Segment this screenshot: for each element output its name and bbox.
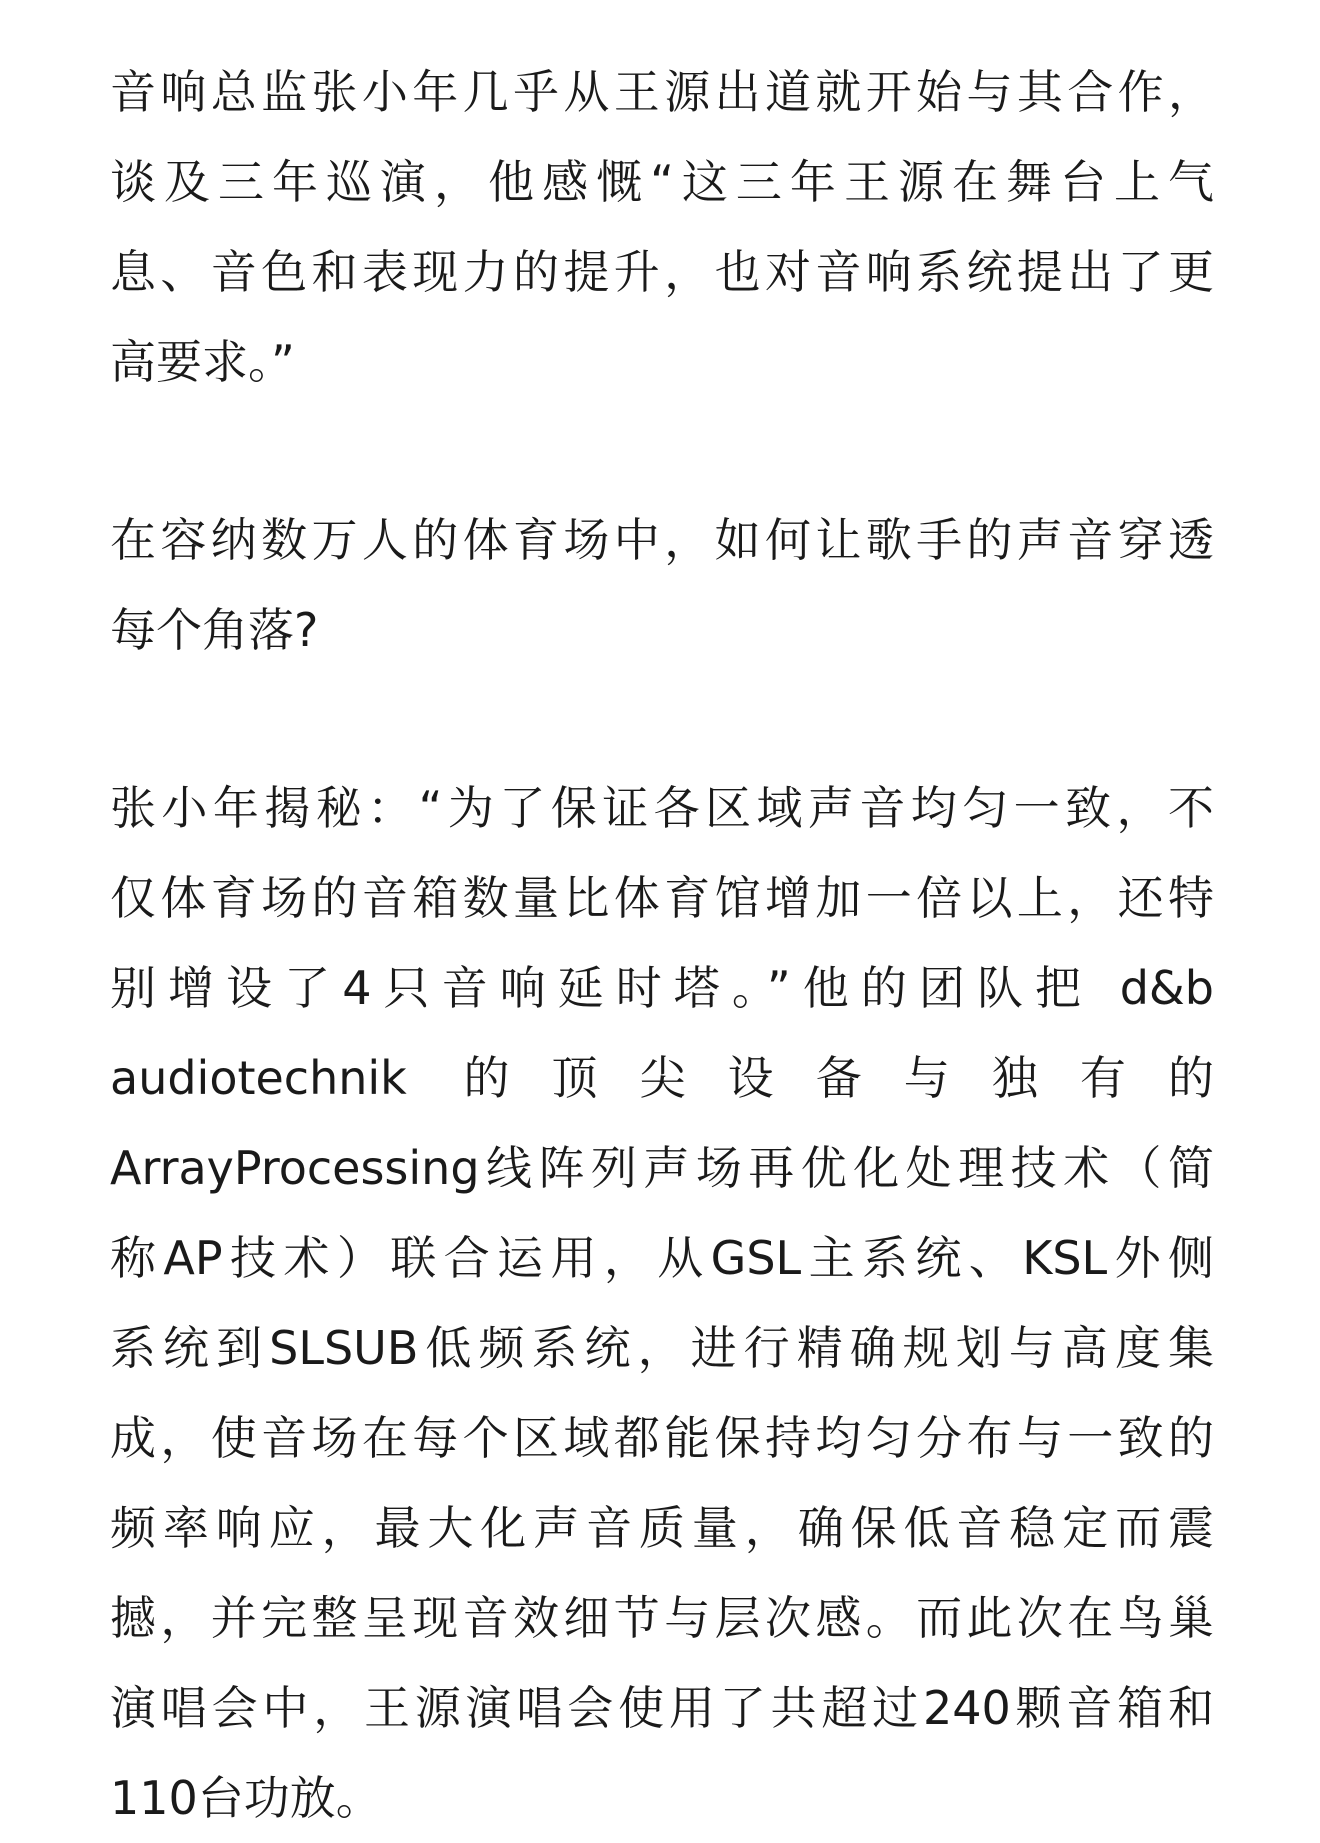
paragraph-sound-system-details xyxy=(110,763,1214,1843)
text-line: 演唱会中，王源演唱会使用了共超过240颗音箱和 xyxy=(110,1681,1214,1735)
text-line: audiotechnik 的顶尖设备与独有的 xyxy=(110,1051,1214,1105)
text-line: 频率响应，最大化声音质量，确保低音稳定而震 xyxy=(110,1501,1214,1555)
text-line: 高要求。” xyxy=(110,335,295,389)
text-line: 张小年揭秘：“为了保证各区域声音均匀一致，不 xyxy=(110,781,1214,835)
text-line: 110台功放。 xyxy=(110,1771,382,1825)
article-body xyxy=(110,47,1214,1843)
text-line: 别增设了4只音响延时塔。”他的团队把 d&b xyxy=(110,961,1214,1015)
text-line: 息、音色和表现力的提升，也对音响系统提出了更 xyxy=(110,245,1214,299)
text-line: 谈及三年巡演，他感慨“这三年王源在舞台上气 xyxy=(110,155,1214,209)
text-line: 每个角落? xyxy=(110,603,319,657)
text-line: 撼，并完整呈现音效细节与层次感。而此次在鸟巢 xyxy=(110,1591,1214,1645)
paragraph-sound-director-intro xyxy=(110,47,1214,407)
paragraph-stadium-question xyxy=(110,495,1214,675)
text-line: 在容纳数万人的体育场中，如何让歌手的声音穿透 xyxy=(110,513,1214,567)
text-line: 音响总监张小年几乎从王源出道就开始与其合作， xyxy=(110,65,1214,119)
text-line: 系统到SLSUB低频系统，进行精确规划与高度集 xyxy=(110,1321,1214,1375)
text-line: 称AP技术）联合运用，从GSL主系统、KSL外侧 xyxy=(110,1231,1214,1285)
text-line: ArrayProcessing线阵列声场再优化处理技术（简 xyxy=(110,1141,1214,1195)
text-line: 成，使音场在每个区域都能保持均匀分布与一致的 xyxy=(110,1411,1214,1465)
text-line: 仅体育场的音箱数量比体育馆增加一倍以上，还特 xyxy=(110,871,1214,925)
